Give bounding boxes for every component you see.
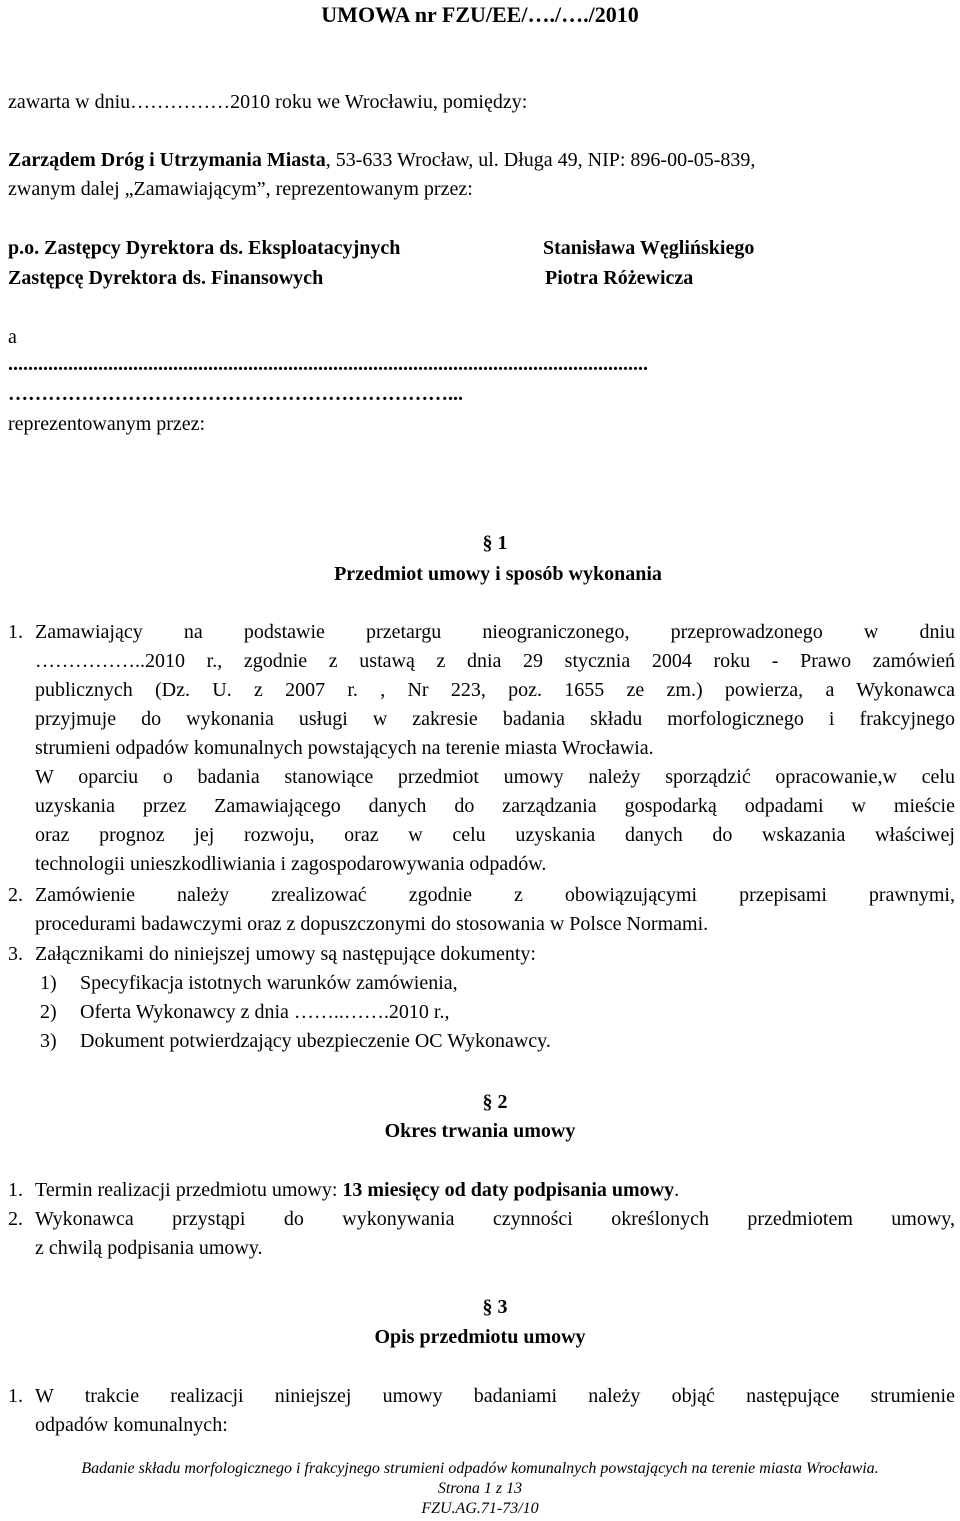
section-2-paragraph-2 [0, 1205, 960, 1265]
attachment-text: Oferta Wykonawcy z dnia ……..…….2010 r., [80, 1001, 450, 1023]
party-name: Zarządem Dróg i Utrzymania Miasta [8, 149, 326, 171]
document-title: UMOWA nr FZU/EE/…./…./2010 [321, 2, 639, 27]
text-line: procedurami badawczymi oraz z dopuszczonymi do stosowania w Polsce Normami. [35, 913, 709, 935]
intro-date-line: zawarta w dniu……………2010 roku we Wrocławiu, pomiędzy: [8, 91, 528, 113]
party-alias-line: zwanym dalej „Zamawiającym”, reprezentowanym przez: [8, 178, 473, 200]
attachment-text: Specyfikacja istotnych warunków zamówienia, [80, 972, 458, 994]
representative-1-role: p.o. Zastępcy Dyrektora ds. Eksploatacyjnych [8, 237, 401, 259]
section-3-paragraph-1 [0, 1382, 960, 1442]
contractor-represented-label: reprezentowanym przez: [8, 413, 206, 435]
contractor-blank-line-1: ................................................................................................................................ [8, 353, 648, 375]
party-address: , 53-633 Wrocław, ul. Długa 49, NIP: 896-00-05-839, [325, 149, 756, 171]
text-line: uzyskania przez Zamawiającego danych do zarządzania gospodarką odpadami w mieście [35, 795, 955, 817]
paragraph-number: 1. [8, 1179, 23, 1201]
text-line: Zamawiający na podstawie przetargu nieograniczonego, przeprowadzonego w dniu [35, 621, 955, 643]
paragraph-number: 2. [8, 884, 23, 906]
representative-2-role: Zastępcę Dyrektora ds. Finansowych [8, 267, 324, 289]
paragraph-number: 1. [8, 621, 23, 643]
section-1-paragraph-1 [0, 618, 960, 888]
text-line: W oparciu o badania stanowiące przedmiot umowy należy sporządzić opracowanie,w celu [35, 766, 955, 788]
text-run: Termin realizacji przedmiotu umowy: [35, 1179, 343, 1201]
section-2-number: § 2 [482, 1091, 508, 1113]
attachment-3 [40, 1027, 551, 1056]
paragraph-text [35, 881, 955, 939]
and-conjunction: a [8, 326, 17, 348]
section-2-heading: Okres trwania umowy [384, 1120, 576, 1142]
party-line [8, 146, 953, 174]
attachment-number: 1) [40, 972, 57, 994]
text-line: odpadów komunalnych: [35, 1414, 228, 1436]
section-1-paragraph-2 [0, 881, 960, 941]
text-line: W trakcie realizacji niniejszej umowy badaniami należy objąć następujące strumienie [35, 1385, 955, 1407]
contractor-blank-line-2: …………………………………………………………... [8, 383, 463, 405]
section-1-paragraph-3 [0, 940, 960, 970]
paragraph-text [35, 1176, 955, 1205]
paragraph-number: 3. [8, 943, 23, 965]
attachment-number: 3) [40, 1030, 57, 1052]
representative-1-name: Stanisława Węglińskiego [543, 237, 755, 259]
text-line: Wykonawca przystąpi do wykonywania czynności określonych przedmiotem umowy, [35, 1208, 955, 1230]
footer-description: Badanie składu morfologicznego i frakcyjnego strumieni odpadów komunalnych powstających na terenie miasta Wrocławia. [81, 1460, 879, 1477]
representative-2-name: Piotra Różewicza [545, 267, 694, 289]
text-line: publicznych (Dz. U. z 2007 r. , Nr 223, poz. 1655 ze zm.) powierza, a Wykonawca [35, 679, 955, 701]
section-1-number: § 1 [482, 532, 508, 554]
text-line: Zamówienie należy zrealizować zgodnie z obowiązującymi przepisami prawnymi, [35, 884, 955, 906]
text-run: . [674, 1179, 680, 1201]
attachment-1 [40, 969, 458, 998]
text-line: oraz prognoz jej rozwoju, oraz w celu uzyskania danych do wskazania właściwej [35, 824, 955, 846]
paragraph-text [35, 1205, 955, 1263]
text-line: ……………..2010 r., zgodnie z ustawą z dnia 29 stycznia 2004 roku - Prawo zamówień [35, 650, 955, 672]
attachment-2 [40, 998, 450, 1027]
section-1-heading: Przedmiot umowy i sposób wykonania [334, 563, 662, 585]
paragraph-number: 1. [8, 1385, 23, 1407]
attachment-text: Dokument potwierdzający ubezpieczenie OC Wykonawcy. [80, 1030, 551, 1052]
footer-page-number: Strona 1 z 13 [437, 1480, 523, 1497]
section-2-paragraph-1 [0, 1176, 960, 1206]
section-3-heading: Opis przedmiotu umowy [374, 1326, 586, 1348]
paragraph-text [35, 618, 955, 879]
term-duration: 13 miesięcy od daty podpisania umowy [342, 1179, 675, 1201]
paragraph-text: Załącznikami do niniejszej umowy są następujące dokumenty: [35, 943, 536, 965]
text-line: przyjmuje do wykonania usługi w zakresie badania składu morfologicznego i frakcyjnego [35, 708, 955, 730]
section-3-number: § 3 [482, 1296, 508, 1318]
paragraph-text [35, 1382, 955, 1440]
attachment-number: 2) [40, 1001, 57, 1023]
text-line: strumieni odpadów komunalnych powstających na terenie miasta Wrocławia. [35, 737, 654, 759]
text-line: technologii unieszkodliwiania i zagospodarowywania odpadów. [35, 853, 547, 875]
footer-reference-code: FZU.AG.71-73/10 [421, 1500, 539, 1517]
paragraph-number: 2. [8, 1208, 23, 1230]
text-line: z chwilą podpisania umowy. [35, 1237, 263, 1259]
